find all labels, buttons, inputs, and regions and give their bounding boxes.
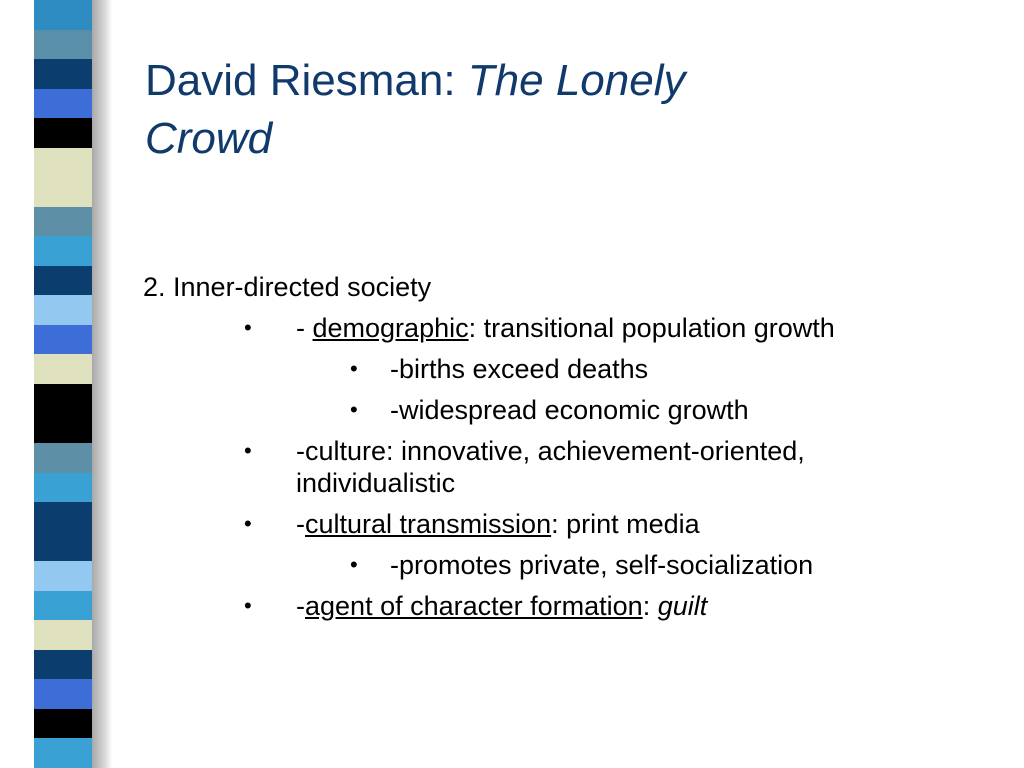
sub-bullet-item: -births exceed deaths [390,354,649,384]
sub-bullet-dot: • [350,552,358,577]
bullet-item-culture-line1: -culture: innovative, achievement-oriented, [296,436,805,466]
bullet-dot: • [244,511,252,536]
underlined-term: agent of character formation [305,591,643,621]
underlined-term: demographic [312,313,469,343]
title-prefix: David Riesman: [145,56,468,105]
underlined-term: cultural transmission [305,509,552,539]
bullet-dot: • [244,593,252,618]
bullet-item-demographic [296,312,835,344]
sub-bullet-item: -promotes private, self-socialization [390,550,814,580]
section-heading: 2. Inner-directed society [143,272,432,302]
sub-bullet-dot: • [350,397,358,422]
bullet-item-agent [296,590,707,622]
bullet-item-culture-line2: individualistic [296,468,456,498]
item-separator: : [642,591,658,621]
item-prefix: - [296,313,313,343]
bullet-dot: • [244,315,252,340]
item-prefix: - [296,591,305,621]
sub-bullet-item: -widespread economic growth [390,395,749,425]
bullet-item-cultural-transmission [296,508,700,540]
item-prefix: - [296,509,305,539]
bullet-dot: • [244,438,252,463]
title-book-name-line1: The Lonely [467,56,686,105]
sub-bullet-dot: • [350,356,358,381]
italic-term: guilt [657,591,708,621]
item-text: : transitional population growth [468,313,835,343]
title-book-name-line2: Crowd [145,114,273,163]
item-text: : print media [551,509,700,539]
